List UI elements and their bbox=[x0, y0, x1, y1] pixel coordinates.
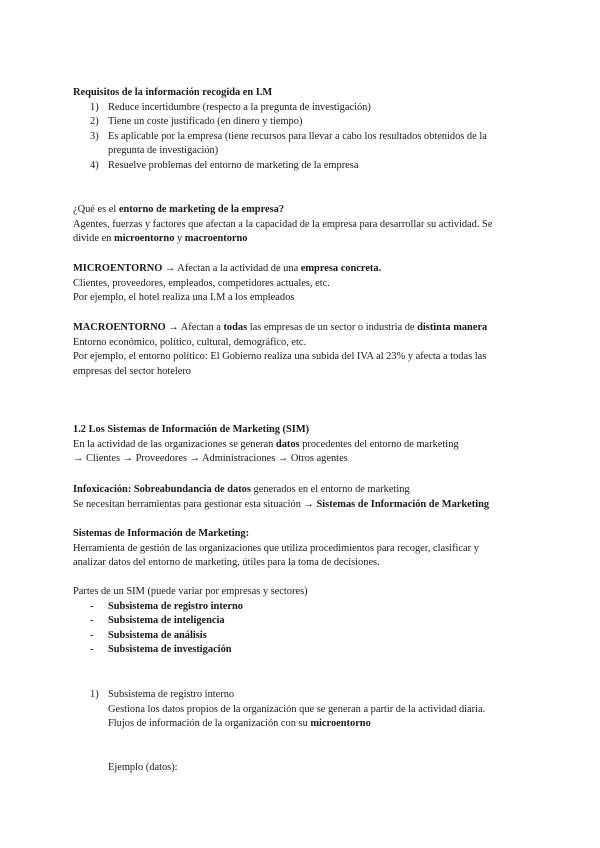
item-text: Es aplicable por la empresa (tiene recursos para llevar a cabo los resultados obtenidos de la bbox=[108, 130, 487, 142]
macroentorno-heading: MACROENTORNO → Afectan a todas las empresas de un sector o industria de distinta manera bbox=[73, 322, 488, 333]
macroentorno-line: empresas del sector hotelero bbox=[73, 365, 192, 377]
infoxicacion-line: Se necesitan herramientas para gestionar esta situación → Sistemas de Información de Marketing bbox=[73, 498, 490, 510]
item-number: 2) bbox=[90, 116, 99, 128]
sim-section bbox=[73, 423, 533, 467]
infoxicacion-line: Infoxicación: Sobreabundancia de datos generados en el entorno de marketing bbox=[73, 484, 410, 495]
requisito-item bbox=[73, 159, 533, 174]
microentorno-line: Clientes, proveedores, empleados, competidores actuales, etc. bbox=[73, 277, 330, 289]
entorno-line: divide en microentorno y macroentorno bbox=[73, 233, 248, 245]
registro-line: Flujos de información de la organización con su microentorno bbox=[108, 718, 371, 730]
macroentorno-section bbox=[73, 321, 533, 379]
requisitos-section bbox=[73, 86, 533, 174]
ejemplo-label: Ejemplo (datos): bbox=[108, 762, 178, 773]
sim-definition-title: Sistemas de Información de Marketing: bbox=[73, 528, 250, 539]
entorno-line: Agentes, fuerzas y factores que afectan a la capacidad de la empresa para desarrollar su actividad. Se bbox=[73, 218, 493, 230]
requisitos-title: Requisitos de la información recogida en I.M bbox=[73, 87, 273, 98]
registro-line: Gestiona los datos propios de la organización que se generan a partir de la actividad diaria. bbox=[108, 703, 486, 715]
item-number: 4) bbox=[90, 159, 99, 171]
item-text-continuation: pregunta de investigación) bbox=[108, 145, 219, 157]
infoxicacion-section bbox=[73, 483, 533, 512]
partes-section bbox=[73, 585, 533, 658]
microentorno-heading: MICROENTORNO → Afectan a la actividad de una empresa concreta. bbox=[73, 263, 382, 274]
section-title: 1.2 Los Sistemas de Información de Marketing (SIM) bbox=[73, 424, 310, 435]
list-item: - Subsistema de registro interno bbox=[90, 600, 243, 612]
macroentorno-line: Entorno económico, político, cultural, demográfico, etc. bbox=[73, 336, 307, 348]
sim-definition-section bbox=[73, 527, 533, 571]
item-text: Resuelve problemas del entorno de marketing de la empresa bbox=[108, 159, 359, 171]
sim-definition-line: Herramienta de gestión de las organizaciones que utiliza procedimientos para recoger, clasificar y bbox=[73, 542, 479, 554]
requisito-item bbox=[73, 130, 533, 145]
list-item: - Subsistema de investigación bbox=[90, 644, 232, 656]
registro-section bbox=[73, 688, 533, 732]
requisito-item bbox=[73, 101, 533, 116]
entorno-question: ¿Qué es el entorno de marketing de la empresa? bbox=[73, 204, 285, 215]
microentorno-line: Por ejemplo, el hotel realiza una I.M a los empleados bbox=[73, 292, 295, 304]
requisito-item bbox=[73, 115, 533, 130]
list-item: - Subsistema de análisis bbox=[90, 629, 207, 641]
list-item: - Subsistema de inteligencia bbox=[90, 615, 225, 627]
item-number: 3) bbox=[90, 130, 99, 142]
sim-definition-line: analizar datos del entorno de marketing, útiles para la toma de decisiones. bbox=[73, 557, 380, 569]
ejemplo-section bbox=[73, 761, 533, 776]
sim-agents-line: → Clientes → Proveedores → Administraciones → Otros agentes bbox=[73, 453, 348, 465]
entorno-section bbox=[73, 203, 533, 247]
sim-line: En la actividad de las organizaciones se generan datos procedentes del entorno de marketing bbox=[73, 438, 459, 450]
macroentorno-line: Por ejemplo, el entorno político: El Gobierno realiza una subida del IVA al 23% y afecta a todas las bbox=[73, 351, 487, 363]
item-number: 1) bbox=[90, 101, 99, 113]
microentorno-section bbox=[73, 262, 533, 306]
item-text: Tiene un coste justificado (en dinero y tiempo) bbox=[108, 116, 303, 128]
item-text: Reduce incertidumbre (respecto a la pregunta de investigación) bbox=[108, 101, 371, 113]
partes-intro: Partes de un SIM (puede variar por empresas y sectores) bbox=[73, 586, 308, 597]
registro-title: 1) Subsistema de registro interno bbox=[90, 689, 235, 700]
